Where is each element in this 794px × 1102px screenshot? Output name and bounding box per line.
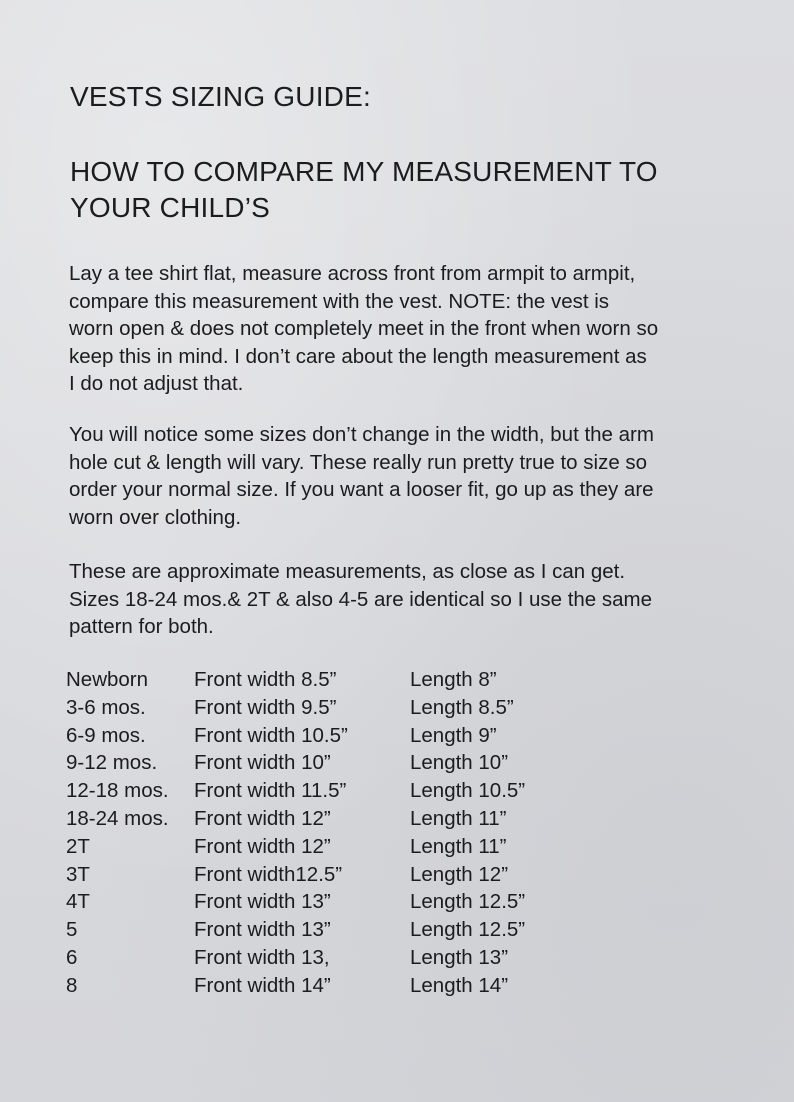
size-label: 2T (66, 834, 90, 858)
page-subtitle (70, 154, 770, 226)
length-value: Length 8.5” (410, 695, 514, 719)
length-value: Length 10.5” (410, 779, 526, 803)
size-label: 9-12 mos. (66, 751, 158, 775)
size-label: 4T (66, 890, 90, 914)
size-label: 18-24 mos. (66, 806, 169, 830)
paragraph-line: worn over clothing. (69, 505, 242, 529)
size-label: 3-6 mos. (66, 695, 146, 719)
size-label: 6-9 mos. (66, 723, 146, 747)
length-value: Length 12.5” (410, 890, 526, 914)
length-value: Length 12.5” (410, 918, 526, 942)
fit-notes-paragraph (69, 421, 784, 531)
paragraph-line: pattern for both. (69, 615, 214, 638)
front-width-value: Front width 13” (194, 918, 331, 942)
front-width-value: Front width 8.5” (194, 668, 337, 691)
front-width-value: Front width 11.5” (194, 779, 347, 803)
length-value: Length 12” (410, 862, 509, 886)
front-width-value: Front width 9.5” (194, 695, 337, 719)
size-label: 3T (66, 862, 90, 886)
paragraph-line: You will notice some sizes don’t change in the width, but the arm (69, 423, 654, 446)
front-width-value: Front width 12” (194, 834, 331, 858)
size-label: 8 (66, 973, 78, 997)
measuring-instructions-paragraph (69, 260, 784, 398)
length-value: Length 11” (410, 806, 507, 830)
front-width-value: Front width 14” (194, 973, 331, 997)
front-width-value: Front width 13” (194, 890, 331, 914)
paragraph-line: worn open & does not completely meet in the front when worn so (69, 317, 659, 340)
approximate-measurements-paragraph (69, 558, 784, 641)
paragraph-line: I do not adjust that. (69, 372, 244, 395)
size-label: Newborn (66, 668, 149, 691)
paragraph-line: These are approximate measurements, as close as I can get. (69, 560, 626, 583)
front-width-value: Front width 12” (194, 806, 331, 830)
size-label: 12-18 mos. (66, 779, 169, 803)
paragraph-line: Lay a tee shirt flat, measure across front from armpit to armpit, (69, 262, 636, 285)
front-width-value: Front width 10.5” (194, 723, 348, 747)
paragraph-line: order your normal size. If you want a looser fit, go up as they are (69, 478, 654, 501)
length-value: Length 14” (410, 973, 509, 997)
page-title: VESTS SIZING GUIDE: (70, 81, 371, 112)
length-value: Length 11” (410, 834, 507, 858)
subtitle-line: HOW TO COMPARE MY MEASUREMENT TO (70, 156, 658, 187)
length-value: Length 8” (410, 668, 497, 691)
length-value: Length 10” (410, 751, 509, 775)
paragraph-line: compare this measurement with the vest. NOTE: the vest is (69, 289, 610, 313)
length-value: Length 13” (410, 945, 509, 969)
length-value: Length 9” (410, 723, 497, 747)
subtitle-line: YOUR CHILD’S (70, 192, 270, 223)
paragraph-line: keep this in mind. I don’t care about the length measurement as (69, 344, 647, 368)
front-width-value: Front width 13, (194, 945, 330, 969)
size-label: 6 (66, 945, 78, 969)
front-width-value: Front width 10” (194, 751, 331, 775)
front-width-value: Front width12.5” (194, 862, 343, 886)
size-label: 5 (66, 918, 78, 942)
paragraph-line: hole cut & length will vary. These really run pretty true to size so (69, 450, 648, 474)
paragraph-line: Sizes 18-24 mos.& 2T & also 4-5 are identical so I use the same (69, 587, 653, 611)
